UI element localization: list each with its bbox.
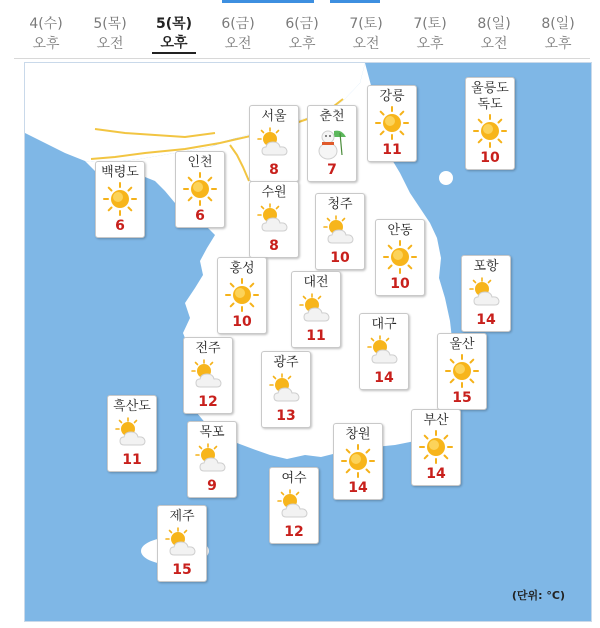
tab-period-label: 오후 [288,36,316,52]
tab-period-label: 오전 [224,36,252,52]
tab-date-label: 7(토) [349,16,383,32]
city-name: 홍성 [229,261,255,276]
tab-period-label: 오전 [96,36,124,52]
city-temperature: 9 [207,478,217,494]
city-card[interactable] [249,105,299,182]
tab-period-label: 오후 [152,34,195,54]
tab-date-label: 6(금) [221,16,255,32]
sunny-icon [180,171,220,207]
tab-forecast-1[interactable] [78,10,142,58]
city-temperature: 15 [172,562,192,578]
city-temperature: 6 [115,218,125,234]
sunny-icon [470,113,510,149]
tab-forecast-5[interactable] [334,10,398,58]
city-card[interactable] [465,77,515,170]
city-card[interactable] [261,351,311,428]
city-temperature: 10 [330,250,350,266]
city-card[interactable] [333,423,383,500]
city-name: 여수 [281,471,307,486]
city-card[interactable] [375,219,425,296]
city-card[interactable] [183,337,233,414]
partly-cloudy-icon [296,291,336,327]
tab-date-label: 5(목) [155,16,193,32]
tab-forecast-2[interactable] [142,10,206,58]
city-temperature: 10 [480,150,500,166]
partly-cloudy-icon [266,371,306,407]
sunny-icon [442,353,482,389]
weather-icon-wrap [442,353,482,389]
weather-map [24,62,592,622]
weather-icon-wrap [338,443,378,479]
weather-icon-wrap [296,291,336,327]
tab-forecast-7[interactable] [462,10,526,58]
weather-icon-wrap [416,429,456,465]
tab-date-label: 5(목) [93,16,127,32]
tab-forecast-8[interactable] [526,10,590,58]
tab-date-label: 8(일) [477,16,511,32]
city-name: 백령도 [101,165,139,180]
city-name: 인천 [187,155,213,170]
sunny-icon [100,181,140,217]
city-card[interactable] [359,313,409,390]
city-card[interactable] [95,161,145,238]
partly-cloudy-icon [254,125,294,161]
partly-cloudy-icon [320,213,360,249]
tab-forecast-0[interactable] [14,10,78,58]
partly-cloudy-icon [188,357,228,393]
weather-icon-wrap [180,171,220,207]
weather-icon-wrap [274,487,314,523]
weather-icon-wrap [254,125,294,161]
weather-icon-wrap [312,125,352,161]
city-name: 대구 [371,317,397,332]
city-name: 안동 [387,223,413,238]
city-card[interactable] [107,395,157,472]
tab-date-label: 6(금) [285,16,319,32]
city-name: 창원 [345,427,371,442]
weather-icon-wrap [380,239,420,275]
tab-period-label: 오후 [32,36,60,52]
partly-cloudy-icon [162,525,202,561]
city-temperature: 13 [276,408,296,424]
city-name: 울릉도 독도 [471,81,509,112]
city-card[interactable] [249,181,299,258]
city-name: 광주 [273,355,299,370]
tab-period-label: 오후 [416,36,444,52]
city-card[interactable] [461,255,511,332]
top-accent-bar-right [330,0,380,3]
weather-icon-wrap [254,201,294,237]
city-temperature: 6 [195,208,205,224]
sunny-icon [416,429,456,465]
city-name: 서울 [261,109,287,124]
city-name: 흑산도 [113,399,151,414]
city-card[interactable] [411,409,461,486]
weather-icon-wrap [466,275,506,311]
city-temperature: 14 [374,370,394,386]
city-temperature: 11 [306,328,326,344]
city-card[interactable] [217,257,267,334]
city-name: 수원 [261,185,287,200]
forecast-time-tabs [14,10,590,59]
partly-cloudy-icon [192,441,232,477]
snowman-umbrella-icon [312,125,352,161]
city-name: 대전 [303,275,329,290]
city-card[interactable] [437,333,487,410]
sunny-icon [222,277,262,313]
sunny-icon [380,239,420,275]
city-name: 전주 [195,341,221,356]
weather-icon-wrap [266,371,306,407]
city-temperature: 12 [198,394,218,410]
city-name: 춘천 [319,109,345,124]
city-card[interactable] [269,467,319,544]
city-name: 목포 [199,425,225,440]
city-temperature: 14 [348,480,368,496]
partly-cloudy-icon [254,201,294,237]
city-temperature: 7 [327,162,337,178]
weather-icon-wrap [112,415,152,451]
weather-icon-wrap [222,277,262,313]
tab-date-label: 7(토) [413,16,447,32]
city-name: 울산 [449,337,475,352]
city-card[interactable] [307,105,357,182]
partly-cloudy-icon [274,487,314,523]
tab-period-label: 오전 [480,36,508,52]
weather-icon-wrap [162,525,202,561]
city-card[interactable] [175,151,225,228]
tab-forecast-4[interactable] [270,10,334,58]
city-name: 강릉 [379,89,405,104]
weather-icon-wrap [192,441,232,477]
city-name: 부산 [423,413,449,428]
city-name: 청주 [327,197,353,212]
weather-icon-wrap [320,213,360,249]
tab-forecast-3[interactable] [206,10,270,58]
weather-icon-wrap [188,357,228,393]
tab-date-label: 8(일) [541,16,575,32]
sunny-icon [338,443,378,479]
partly-cloudy-icon [112,415,152,451]
city-temperature: 15 [452,390,472,406]
partly-cloudy-icon [466,275,506,311]
city-temperature: 11 [382,142,402,158]
partly-cloudy-icon [364,333,404,369]
city-temperature: 14 [476,312,496,328]
tab-forecast-6[interactable] [398,10,462,58]
weather-icon-wrap [100,181,140,217]
unit-label: (단위: °C) [511,589,565,602]
city-card[interactable] [315,193,365,270]
city-temperature: 8 [269,162,279,178]
city-card[interactable] [157,505,207,582]
city-temperature: 10 [390,276,410,292]
tab-date-label: 4(수) [29,16,63,32]
sunny-icon [372,105,412,141]
city-temperature: 10 [232,314,252,330]
weather-icon-wrap [470,113,510,149]
top-accent-bar-left [222,0,314,3]
city-card[interactable] [367,85,417,162]
city-temperature: 12 [284,524,304,540]
city-temperature: 11 [122,452,142,468]
ulleung-island [439,171,453,185]
city-card[interactable] [187,421,237,498]
tab-period-label: 오후 [544,36,572,52]
city-temperature: 14 [426,466,446,482]
city-name: 포항 [473,259,499,274]
weather-icon-wrap [364,333,404,369]
weather-icon-wrap [372,105,412,141]
city-temperature: 8 [269,238,279,254]
city-card[interactable] [291,271,341,348]
city-name: 제주 [169,509,195,524]
tab-period-label: 오전 [352,36,380,52]
